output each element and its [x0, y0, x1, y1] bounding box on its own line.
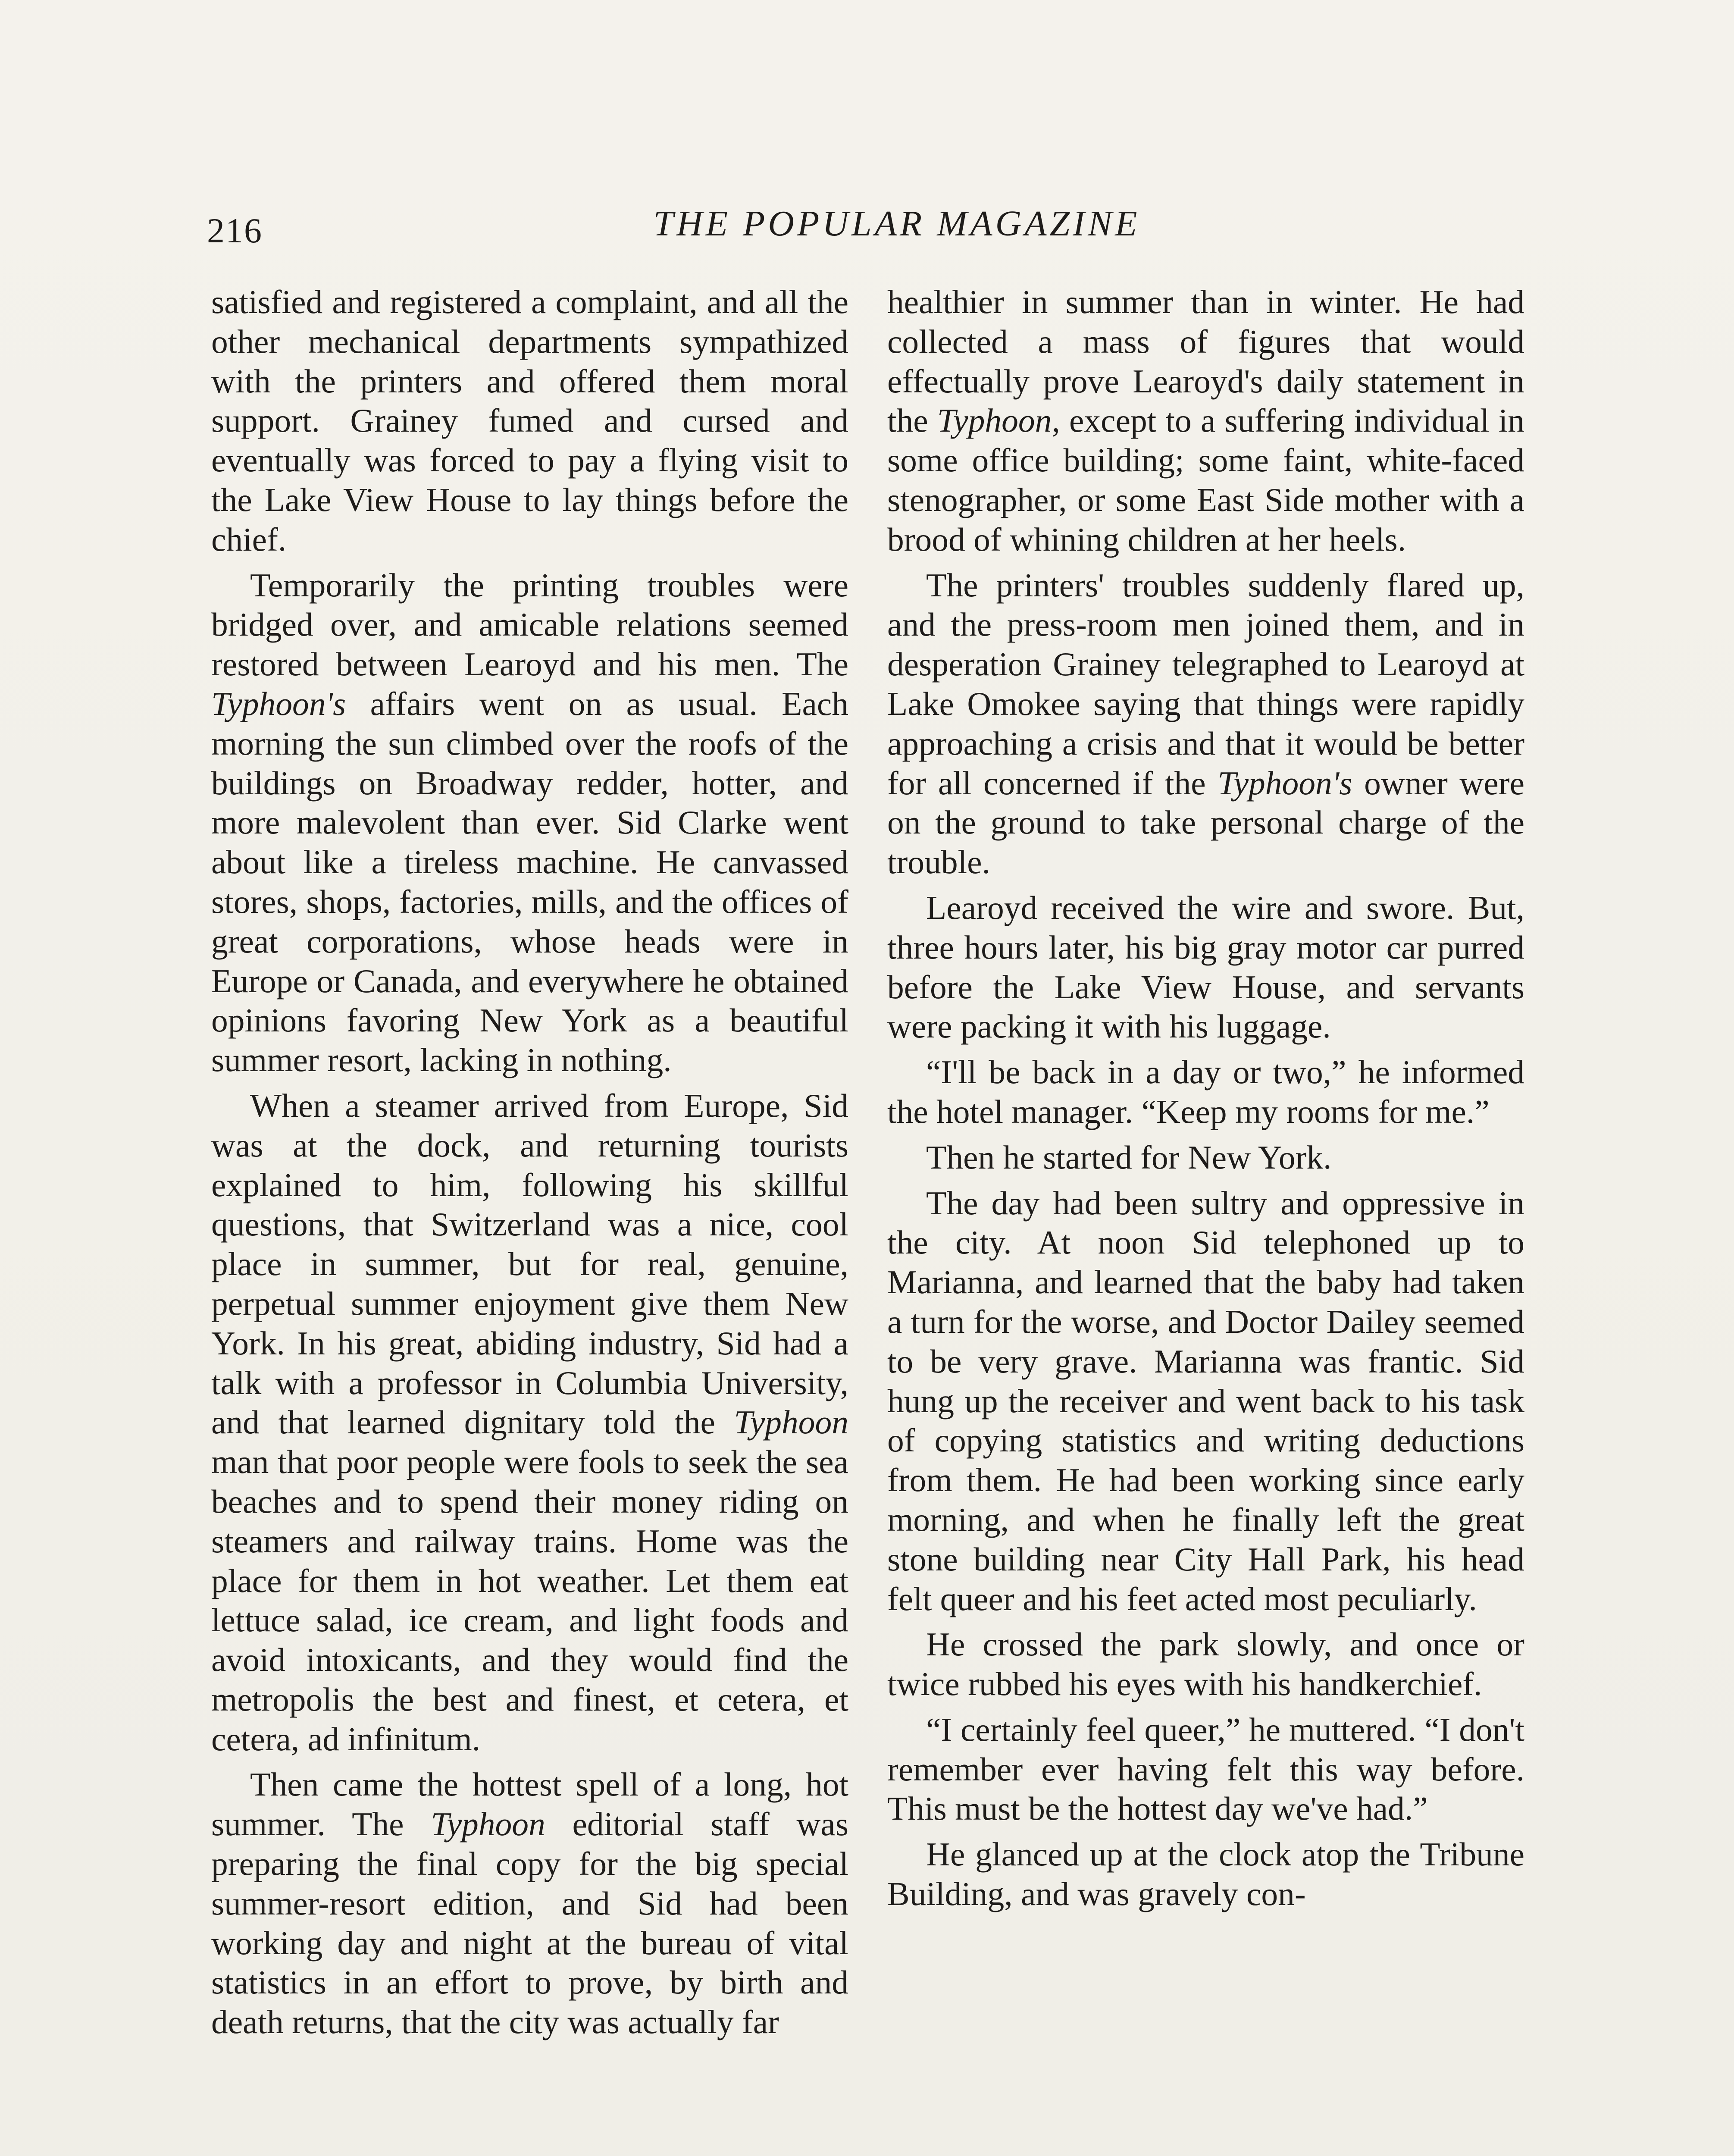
left-paragraph-4: Then came the hottest spell of a long, hot summer. The Typhoon editorial staff was preparing the final copy for the big special summer-resort edition, and Sid had been working day and night at the bureau of vital statistics in an effort to prove, by birth and death returns, that the city was actually far: [211, 1766, 848, 2041]
right-paragraph-6: The day had been sultry and oppressive in the city. At noon Sid telephoned up to Marianna, and learned that the baby had taken a turn for the worse, and Doctor Dailey seemed to be very grave. Marianna was frantic. Sid hung up the receiver and went back to his task of copying statistics and writing deductions from them. He had been working since early morning, and when he finally left the great stone building near City Hall Park, his head felt queer and his feet acted most peculiarly.: [887, 1184, 1524, 1617]
page-number: 216: [207, 211, 263, 250]
italic-title: Typhoon's: [211, 685, 346, 722]
right-paragraph-5: Then he started for New York.: [926, 1138, 1332, 1176]
right-paragraph-3: Learoyd received the wire and swore. But, three hours later, his big gray motor car purred before the Lake View House, and servants were packing it with his luggage.: [887, 889, 1524, 1045]
left-paragraph-1: satisfied and registered a complaint, and all the other mechanical departments sympathized with the printers and offered them moral support. Grainey fumed and cursed and eventually was forced to pay a flying visit to the Lake View House to lay things before the chief.: [211, 283, 848, 558]
italic-title: Typhoon: [431, 1805, 545, 1843]
page-header: [207, 203, 1522, 263]
running-head: THE POPULAR MAGAZINE: [653, 204, 1140, 244]
right-paragraph-2: The printers' troubles suddenly flared up, and the press-room men joined them, and in desperation Grainey telegraphed to Learoyd at Lake Omokee saying that things were rapidly approaching a crisis and that it would be better for all concerned if the Typhoon's owner were on the ground to take personal charge of the trouble.: [887, 566, 1524, 881]
right-column: [887, 282, 1524, 1914]
left-paragraph-3: When a steamer arrived from Europe, Sid was at the dock, and returning tourists explained to him, following his skillful questions, that Switzerland was a nice, cool place in summer, but for real, genuine, perpetual summer enjoyment give them New York. In his great, abiding industry, Sid had a talk with a professor in Columbia University, and that learned dignitary told the Typhoon man that poor people were fools to seek the sea beaches and to spend their money riding on steamers and railway trains. Home was the place for them in hot weather. Let them eat lettuce salad, ice cream, and light foods and avoid intoxicants, and they would find the metropolis the best and finest, et cetera, et cetera, ad infinitum.: [211, 1087, 848, 1758]
left-paragraph-2: Temporarily the printing troubles were bridged over, and amicable relations seemed restored between Learoyd and his men. The Typhoon's affairs went on as usual. Each morning the sun climbed over the roofs of the buildings on Broadway redder, hotter, and more malevolent than ever. Sid Clarke went about like a tireless machine. He canvassed stores, shops, factories, mills, and the offices of great corporations, whose heads were in Europe or Canada, and everywhere he obtained opinions favoring New York as a beautiful summer resort, lacking in nothing.: [211, 566, 848, 1079]
right-paragraph-4: “I'll be back in a day or two,” he informed the hotel manager. “Keep my rooms for me.”: [887, 1053, 1524, 1130]
italic-title: Typhoon's: [1218, 764, 1352, 802]
italic-title: Typhoon,: [937, 402, 1060, 439]
right-paragraph-9: He glanced up at the clock atop the Tribune Building, and was gravely con-: [887, 1836, 1524, 1913]
italic-title: Typhoon: [734, 1404, 848, 1441]
right-paragraph-8: “I certainly feel queer,” he muttered. “I don't remember ever having felt this way before. This must be the hottest day we've had.”: [887, 1711, 1524, 1827]
right-paragraph-1: healthier in summer than in winter. He had collected a mass of figures that would effectually prove Learoyd's daily statement in the Typhoon, except to a suffering individual in some office building; some faint, white-faced stenographer, or some East Side mother with a brood of whining children at her heels.: [887, 283, 1524, 558]
left-column: [211, 282, 848, 2042]
right-paragraph-7: He crossed the park slowly, and once or twice rubbed his eyes with his handkerchief.: [887, 1626, 1524, 1703]
